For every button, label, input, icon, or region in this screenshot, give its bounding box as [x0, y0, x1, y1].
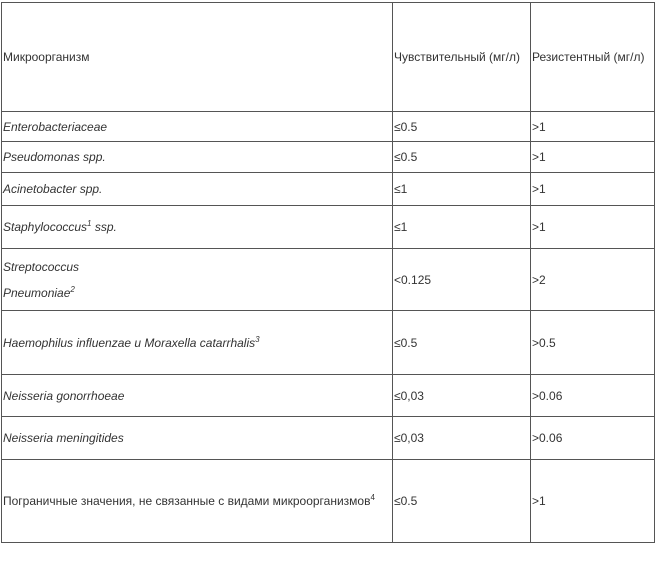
organism-cell: Neisseria gonorrhoeae [2, 375, 393, 417]
resistant-cell: >2 [531, 249, 655, 311]
resistant-cell: >0.5 [531, 311, 655, 375]
resistant-cell: >1 [531, 112, 655, 142]
organism-name: Пограничные значения, не связанные с видами микроорганизмов [3, 494, 371, 508]
table-row [2, 417, 655, 460]
resistant-cell: >0.06 [531, 417, 655, 460]
sensitive-cell: ≤0.5 [393, 460, 531, 543]
table-row [2, 311, 655, 375]
organism-line-1: Streptococcus [3, 259, 80, 274]
sensitive-cell: ≤0.5 [393, 311, 531, 375]
footnote-marker: 3 [255, 334, 260, 344]
table-row [2, 142, 655, 173]
resistant-cell: >1 [531, 173, 655, 206]
header-organism: Микроорганизм [2, 3, 393, 112]
sensitive-cell: ≤0.5 [393, 112, 531, 142]
footnote-marker: 1 [87, 219, 92, 228]
organism-cell: Acinetobacter spp. [2, 173, 393, 206]
organism-cell: Neisseria meningitides [2, 417, 393, 460]
organism-name: Pneumoniae [3, 285, 71, 300]
organism-line-2 [3, 280, 391, 306]
table-row [2, 173, 655, 206]
sensitive-cell: ≤1 [393, 206, 531, 249]
organism-cell: Enterobacteriaceae [2, 112, 393, 142]
table-row [2, 375, 655, 417]
organism-name: Staphylococcus [3, 220, 88, 234]
header-resistant: Резистентный (мг/л) [531, 3, 655, 112]
breakpoints-table [1, 2, 655, 543]
organism-cell [2, 311, 393, 375]
resistant-cell: >0.06 [531, 375, 655, 417]
sensitive-cell: <0.125 [393, 249, 531, 311]
resistant-cell: >1 [531, 142, 655, 173]
organism-suffix: ssp. [91, 220, 117, 234]
table-row [2, 206, 655, 249]
table-row [2, 112, 655, 142]
footnote-marker: 4 [370, 493, 375, 502]
organism-cell [2, 249, 393, 311]
organism-name: Haemophilus influenzae и Moraxella catarrhalis [3, 335, 256, 350]
header-sensitive: Чувствительный (мг/л) [393, 3, 531, 112]
organism-cell [2, 206, 393, 249]
sensitive-cell: ≤1 [393, 173, 531, 206]
resistant-cell: >1 [531, 206, 655, 249]
footnote-marker: 2 [70, 284, 75, 294]
table-header-row [2, 3, 655, 112]
sensitive-cell: ≤0,03 [393, 417, 531, 460]
organism-cell: Pseudomonas spp. [2, 142, 393, 173]
organism-cell [2, 460, 393, 543]
table-row [2, 249, 655, 311]
sensitive-cell: ≤0.5 [393, 142, 531, 173]
table-row [2, 460, 655, 543]
resistant-cell: >1 [531, 460, 655, 543]
sensitive-cell: ≤0,03 [393, 375, 531, 417]
